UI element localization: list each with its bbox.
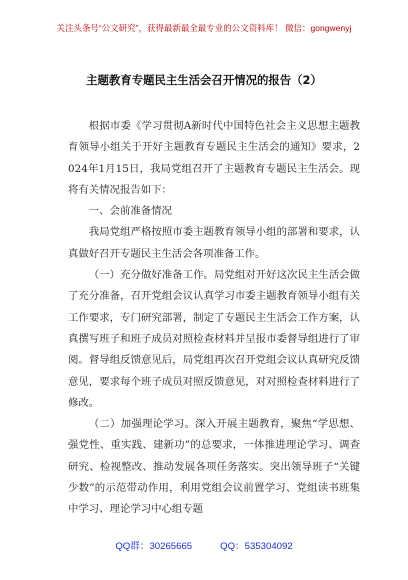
promo-banner: 关注头条号“公文研究”，获得最新最全最专业的公文资料库！ 微信：gongwenyj: [56, 23, 352, 33]
document-title: 主题教育专题民主生活会召开情况的报告（2）: [86, 73, 322, 87]
body-paragraph: （二）加强理论学习。深入开展主题教育，聚焦“学思想、强党性、重实践、建新功”的总要求，一体推进理论学习、调查研究、检视整改、推动发展各项任务落实。突出领导班子“关键少数”的示范带动作用，利用党组会议前置学习、党组读书班集中学习、理论学习中心组专题: [68, 418, 360, 516]
body-paragraph: （一）充分做好准备工作。局党组对开好这次民主生活会做了充分准备，召开党组会议认真学习市委主题教育领导小组有关工作要求，专门研究部署，制定了专题民主生活会工作方案，认真撰写班子和班子成员对照检查材料并呈报市委督导组进行了审阅。督导组反馈意见后，局党组再次召开党组会议认真研究反馈意见，要求每个班子成员对照反馈意见，对对照检查材料进行了修改。: [68, 269, 360, 409]
qq-contact-text: QQ：535304092: [220, 541, 293, 552]
document-body: [68, 116, 360, 521]
contact-footer: [0, 538, 408, 552]
section-heading: 一、会前准备情况: [88, 205, 172, 218]
body-paragraph: 我局党组严格按照市委主题教育领导小组的部署和要求，认真做好召开专题民主生活会各项准备工作。: [68, 226, 360, 260]
intro-paragraph: 根据市委《学习贯彻A新时代中国特色社会主义思想主题教育领导小组关于开好主题教育专题民主生活会的通知》要求，2024年1月15日，我局党组召开了主题教育专题民主生活会。现将有关情况报告如下：: [68, 120, 360, 196]
qq-group-text: QQ群：30265665: [115, 541, 193, 552]
